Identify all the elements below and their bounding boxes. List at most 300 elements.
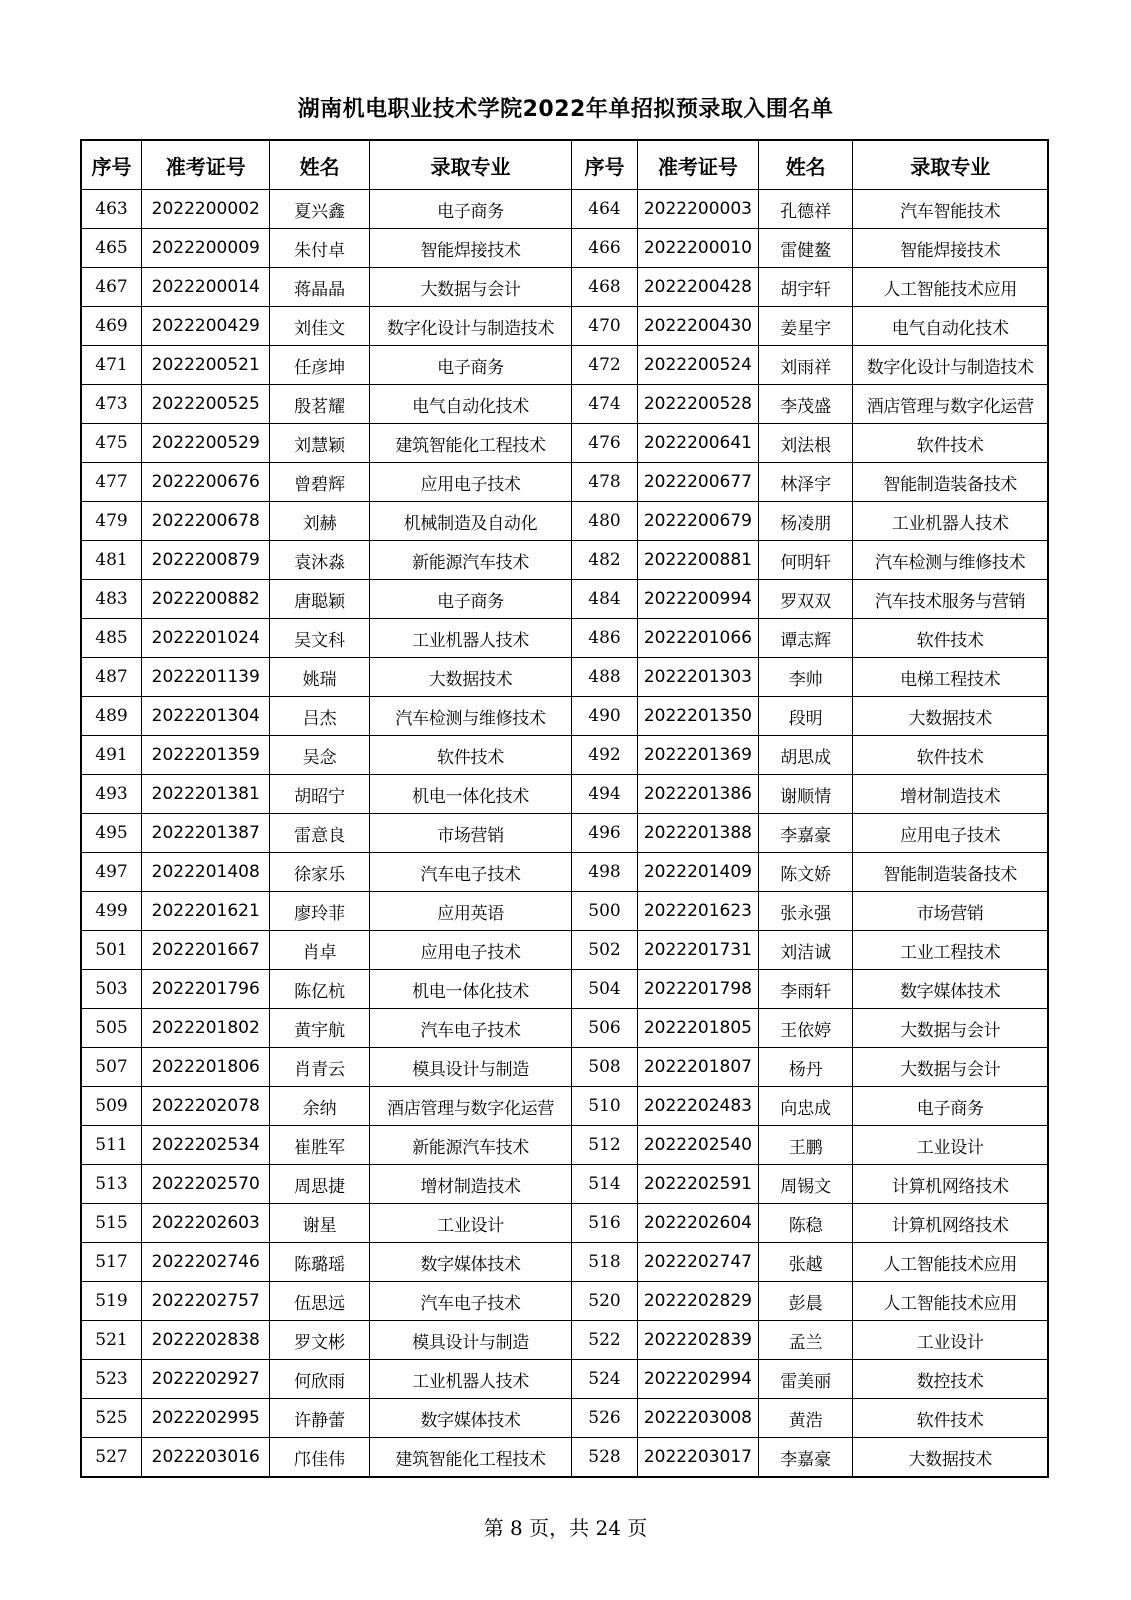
exam-number-cell: 2022200994 xyxy=(637,580,758,619)
seq-cell: 517 xyxy=(81,1243,142,1282)
student-name-cell: 曾碧辉 xyxy=(270,463,370,502)
major-cell: 模具设计与制造 xyxy=(369,1048,571,1087)
student-name-cell: 刘法根 xyxy=(758,424,852,463)
exam-number-cell: 2022200430 xyxy=(637,307,758,346)
student-name-cell: 胡昭宁 xyxy=(270,775,370,814)
seq-cell: 469 xyxy=(81,307,142,346)
student-name-cell: 邝佳伟 xyxy=(270,1438,370,1478)
major-cell: 汽车智能技术 xyxy=(853,190,1048,229)
seq-cell: 481 xyxy=(81,541,142,580)
exam-number-cell: 2022202757 xyxy=(142,1282,270,1321)
table-row xyxy=(81,268,1048,307)
major-cell: 智能制造装备技术 xyxy=(853,463,1048,502)
major-cell: 机电一体化技术 xyxy=(369,775,571,814)
student-name-cell: 姜星宇 xyxy=(758,307,852,346)
major-cell: 工业设计 xyxy=(369,1204,571,1243)
exam-number-cell: 2022201667 xyxy=(142,931,270,970)
exam-number-cell: 2022201388 xyxy=(637,814,758,853)
seq-cell: 519 xyxy=(81,1282,142,1321)
major-cell: 应用英语 xyxy=(369,892,571,931)
table-row xyxy=(81,1360,1048,1399)
exam-number-cell: 2022201024 xyxy=(142,619,270,658)
seq-cell: 477 xyxy=(81,463,142,502)
seq-cell: 486 xyxy=(572,619,638,658)
exam-number-cell: 2022200014 xyxy=(142,268,270,307)
seq-cell: 503 xyxy=(81,970,142,1009)
seq-cell: 473 xyxy=(81,385,142,424)
student-name-cell: 李嘉豪 xyxy=(758,1438,852,1478)
table-row xyxy=(81,1243,1048,1282)
seq-cell: 528 xyxy=(572,1438,638,1478)
exam-number-cell: 2022202570 xyxy=(142,1165,270,1204)
exam-number-cell: 2022201623 xyxy=(637,892,758,931)
student-name-cell: 肖青云 xyxy=(270,1048,370,1087)
major-cell: 计算机网络技术 xyxy=(853,1204,1048,1243)
major-cell: 人工智能技术应用 xyxy=(853,268,1048,307)
major-cell: 软件技术 xyxy=(853,736,1048,775)
seq-cell: 500 xyxy=(572,892,638,931)
student-name-cell: 刘赫 xyxy=(270,502,370,541)
seq-cell: 502 xyxy=(572,931,638,970)
exam-number-cell: 2022203008 xyxy=(637,1399,758,1438)
admission-roster-table xyxy=(80,139,1049,1478)
exam-number-cell: 2022201798 xyxy=(637,970,758,1009)
page-number: 第 8 页，共 24 页 xyxy=(483,1516,648,1540)
student-name-cell: 谢星 xyxy=(270,1204,370,1243)
exam-number-cell: 2022202540 xyxy=(637,1126,758,1165)
major-cell: 人工智能技术应用 xyxy=(853,1282,1048,1321)
seq-cell: 508 xyxy=(572,1048,638,1087)
table-header-row xyxy=(81,140,1048,190)
exam-number-cell: 2022201304 xyxy=(142,697,270,736)
major-cell: 人工智能技术应用 xyxy=(853,1243,1048,1282)
table-row xyxy=(81,853,1048,892)
student-name-cell: 雷意良 xyxy=(270,814,370,853)
student-name-cell: 殷茗耀 xyxy=(270,385,370,424)
major-cell: 汽车检测与维修技术 xyxy=(853,541,1048,580)
major-cell: 电子商务 xyxy=(369,190,571,229)
seq-cell: 494 xyxy=(572,775,638,814)
table-row xyxy=(81,502,1048,541)
table-row xyxy=(81,892,1048,931)
seq-cell: 501 xyxy=(81,931,142,970)
exam-number-cell: 2022200882 xyxy=(142,580,270,619)
exam-number-cell: 2022200529 xyxy=(142,424,270,463)
exam-number-cell: 2022200521 xyxy=(142,346,270,385)
major-cell: 工业设计 xyxy=(853,1321,1048,1360)
header-exam-number: 准考证号 xyxy=(637,140,758,190)
exam-number-cell: 2022201381 xyxy=(142,775,270,814)
student-name-cell: 段明 xyxy=(758,697,852,736)
header-seq: 序号 xyxy=(572,140,638,190)
major-cell: 数字媒体技术 xyxy=(369,1243,571,1282)
exam-number-cell: 2022202829 xyxy=(637,1282,758,1321)
seq-cell: 476 xyxy=(572,424,638,463)
student-name-cell: 胡思成 xyxy=(758,736,852,775)
exam-number-cell: 2022202604 xyxy=(637,1204,758,1243)
student-name-cell: 张永强 xyxy=(758,892,852,931)
seq-cell: 520 xyxy=(572,1282,638,1321)
exam-number-cell: 2022200525 xyxy=(142,385,270,424)
major-cell: 酒店管理与数字化运营 xyxy=(853,385,1048,424)
student-name-cell: 孔德祥 xyxy=(758,190,852,229)
seq-cell: 483 xyxy=(81,580,142,619)
major-cell: 大数据技术 xyxy=(853,1438,1048,1478)
exam-number-cell: 2022200429 xyxy=(142,307,270,346)
student-name-cell: 杨丹 xyxy=(758,1048,852,1087)
student-name-cell: 雷美丽 xyxy=(758,1360,852,1399)
seq-cell: 468 xyxy=(572,268,638,307)
major-cell: 数字化设计与制造技术 xyxy=(369,307,571,346)
table-row xyxy=(81,1399,1048,1438)
student-name-cell: 刘洁诚 xyxy=(758,931,852,970)
table-row xyxy=(81,1165,1048,1204)
exam-number-cell: 2022201303 xyxy=(637,658,758,697)
student-name-cell: 陈亿杭 xyxy=(270,970,370,1009)
table-row xyxy=(81,1204,1048,1243)
major-cell: 电梯工程技术 xyxy=(853,658,1048,697)
major-cell: 新能源汽车技术 xyxy=(369,541,571,580)
exam-number-cell: 2022201359 xyxy=(142,736,270,775)
student-name-cell: 杨凌朋 xyxy=(758,502,852,541)
exam-number-cell: 2022202746 xyxy=(142,1243,270,1282)
exam-number-cell: 2022201806 xyxy=(142,1048,270,1087)
student-name-cell: 李雨轩 xyxy=(758,970,852,1009)
table-row xyxy=(81,190,1048,229)
student-name-cell: 林泽宇 xyxy=(758,463,852,502)
seq-cell: 484 xyxy=(572,580,638,619)
seq-cell: 475 xyxy=(81,424,142,463)
seq-cell: 467 xyxy=(81,268,142,307)
student-name-cell: 许静蕾 xyxy=(270,1399,370,1438)
table-row xyxy=(81,229,1048,268)
major-cell: 汽车电子技术 xyxy=(369,1282,571,1321)
student-name-cell: 李帅 xyxy=(758,658,852,697)
major-cell: 工业工程技术 xyxy=(853,931,1048,970)
major-cell: 数字媒体技术 xyxy=(369,1399,571,1438)
exam-number-cell: 2022200428 xyxy=(637,268,758,307)
student-name-cell: 肖卓 xyxy=(270,931,370,970)
table-row xyxy=(81,1126,1048,1165)
exam-number-cell: 2022200879 xyxy=(142,541,270,580)
exam-number-cell: 2022202994 xyxy=(637,1360,758,1399)
header-exam-number: 准考证号 xyxy=(142,140,270,190)
seq-cell: 513 xyxy=(81,1165,142,1204)
seq-cell: 488 xyxy=(572,658,638,697)
table-row xyxy=(81,307,1048,346)
seq-cell: 478 xyxy=(572,463,638,502)
seq-cell: 470 xyxy=(572,307,638,346)
major-cell: 数控技术 xyxy=(853,1360,1048,1399)
major-cell: 工业机器人技术 xyxy=(369,1360,571,1399)
major-cell: 工业设计 xyxy=(853,1126,1048,1165)
major-cell: 智能焊接技术 xyxy=(369,229,571,268)
seq-cell: 474 xyxy=(572,385,638,424)
table-row xyxy=(81,463,1048,502)
major-cell: 电子商务 xyxy=(369,346,571,385)
seq-cell: 493 xyxy=(81,775,142,814)
table-row xyxy=(81,1087,1048,1126)
major-cell: 智能制造装备技术 xyxy=(853,853,1048,892)
seq-cell: 507 xyxy=(81,1048,142,1087)
major-cell: 数字媒体技术 xyxy=(853,970,1048,1009)
exam-number-cell: 2022200010 xyxy=(637,229,758,268)
exam-number-cell: 2022200678 xyxy=(142,502,270,541)
seq-cell: 479 xyxy=(81,502,142,541)
student-name-cell: 孟兰 xyxy=(758,1321,852,1360)
major-cell: 大数据与会计 xyxy=(369,268,571,307)
table-row xyxy=(81,385,1048,424)
page-title: 湖南机电职业技术学院2022年单招拟预录取入围名单 xyxy=(297,97,834,122)
exam-number-cell: 2022201409 xyxy=(637,853,758,892)
major-cell: 应用电子技术 xyxy=(853,814,1048,853)
exam-number-cell: 2022200524 xyxy=(637,346,758,385)
seq-cell: 512 xyxy=(572,1126,638,1165)
student-name-cell: 任彦坤 xyxy=(270,346,370,385)
major-cell: 电子商务 xyxy=(369,580,571,619)
seq-cell: 505 xyxy=(81,1009,142,1048)
major-cell: 模具设计与制造 xyxy=(369,1321,571,1360)
major-cell: 汽车电子技术 xyxy=(369,1009,571,1048)
major-cell: 计算机网络技术 xyxy=(853,1165,1048,1204)
exam-number-cell: 2022202995 xyxy=(142,1399,270,1438)
student-name-cell: 余纳 xyxy=(270,1087,370,1126)
major-cell: 应用电子技术 xyxy=(369,463,571,502)
header-major: 录取专业 xyxy=(369,140,571,190)
table-row xyxy=(81,814,1048,853)
table-row xyxy=(81,1438,1048,1478)
student-name-cell: 谢顺情 xyxy=(758,775,852,814)
table-row xyxy=(81,346,1048,385)
seq-cell: 511 xyxy=(81,1126,142,1165)
major-cell: 建筑智能化工程技术 xyxy=(369,1438,571,1478)
student-name-cell: 周思捷 xyxy=(270,1165,370,1204)
major-cell: 大数据技术 xyxy=(369,658,571,697)
table-row xyxy=(81,970,1048,1009)
seq-cell: 464 xyxy=(572,190,638,229)
major-cell: 软件技术 xyxy=(853,1399,1048,1438)
exam-number-cell: 2022202838 xyxy=(142,1321,270,1360)
seq-cell: 522 xyxy=(572,1321,638,1360)
seq-cell: 471 xyxy=(81,346,142,385)
exam-number-cell: 2022200002 xyxy=(142,190,270,229)
major-cell: 市场营销 xyxy=(853,892,1048,931)
exam-number-cell: 2022202747 xyxy=(637,1243,758,1282)
major-cell: 建筑智能化工程技术 xyxy=(369,424,571,463)
student-name-cell: 袁沐淼 xyxy=(270,541,370,580)
seq-cell: 496 xyxy=(572,814,638,853)
major-cell: 增材制造技术 xyxy=(853,775,1048,814)
exam-number-cell: 2022201731 xyxy=(637,931,758,970)
exam-number-cell: 2022202591 xyxy=(637,1165,758,1204)
student-name-cell: 王鹏 xyxy=(758,1126,852,1165)
exam-number-cell: 2022201386 xyxy=(637,775,758,814)
exam-number-cell: 2022201369 xyxy=(637,736,758,775)
major-cell: 电气自动化技术 xyxy=(369,385,571,424)
student-name-cell: 廖玲菲 xyxy=(270,892,370,931)
header-name: 姓名 xyxy=(758,140,852,190)
seq-cell: 463 xyxy=(81,190,142,229)
student-name-cell: 夏兴鑫 xyxy=(270,190,370,229)
major-cell: 工业机器人技术 xyxy=(369,619,571,658)
student-name-cell: 陈稳 xyxy=(758,1204,852,1243)
major-cell: 电气自动化技术 xyxy=(853,307,1048,346)
table-row xyxy=(81,658,1048,697)
seq-cell: 491 xyxy=(81,736,142,775)
seq-cell: 518 xyxy=(572,1243,638,1282)
student-name-cell: 吴念 xyxy=(270,736,370,775)
exam-number-cell: 2022200676 xyxy=(142,463,270,502)
student-name-cell: 雷健鳌 xyxy=(758,229,852,268)
exam-number-cell: 2022202534 xyxy=(142,1126,270,1165)
seq-cell: 490 xyxy=(572,697,638,736)
seq-cell: 472 xyxy=(572,346,638,385)
student-name-cell: 向忠成 xyxy=(758,1087,852,1126)
exam-number-cell: 2022203016 xyxy=(142,1438,270,1478)
exam-number-cell: 2022201621 xyxy=(142,892,270,931)
exam-number-cell: 2022202927 xyxy=(142,1360,270,1399)
seq-cell: 480 xyxy=(572,502,638,541)
major-cell: 汽车电子技术 xyxy=(369,853,571,892)
major-cell: 大数据技术 xyxy=(853,697,1048,736)
student-name-cell: 朱付卓 xyxy=(270,229,370,268)
major-cell: 机械制造及自动化 xyxy=(369,502,571,541)
major-cell: 大数据与会计 xyxy=(853,1048,1048,1087)
student-name-cell: 姚瑞 xyxy=(270,658,370,697)
exam-number-cell: 2022201408 xyxy=(142,853,270,892)
major-cell: 电子商务 xyxy=(853,1087,1048,1126)
seq-cell: 527 xyxy=(81,1438,142,1478)
major-cell: 汽车检测与维修技术 xyxy=(369,697,571,736)
major-cell: 智能焊接技术 xyxy=(853,229,1048,268)
student-name-cell: 黄浩 xyxy=(758,1399,852,1438)
exam-number-cell: 2022200009 xyxy=(142,229,270,268)
table-row xyxy=(81,1009,1048,1048)
header-major: 录取专业 xyxy=(853,140,1048,190)
major-cell: 软件技术 xyxy=(853,619,1048,658)
exam-number-cell: 2022200881 xyxy=(637,541,758,580)
seq-cell: 516 xyxy=(572,1204,638,1243)
exam-number-cell: 2022202483 xyxy=(637,1087,758,1126)
exam-number-cell: 2022202078 xyxy=(142,1087,270,1126)
seq-cell: 498 xyxy=(572,853,638,892)
major-cell: 软件技术 xyxy=(853,424,1048,463)
student-name-cell: 罗文彬 xyxy=(270,1321,370,1360)
seq-cell: 514 xyxy=(572,1165,638,1204)
table-row xyxy=(81,580,1048,619)
major-cell: 应用电子技术 xyxy=(369,931,571,970)
seq-cell: 497 xyxy=(81,853,142,892)
seq-cell: 485 xyxy=(81,619,142,658)
exam-number-cell: 2022201807 xyxy=(637,1048,758,1087)
student-name-cell: 张越 xyxy=(758,1243,852,1282)
student-name-cell: 谭志辉 xyxy=(758,619,852,658)
seq-cell: 487 xyxy=(81,658,142,697)
major-cell: 工业机器人技术 xyxy=(853,502,1048,541)
exam-number-cell: 2022200528 xyxy=(637,385,758,424)
exam-number-cell: 2022201387 xyxy=(142,814,270,853)
table-row xyxy=(81,541,1048,580)
student-name-cell: 罗双双 xyxy=(758,580,852,619)
seq-cell: 492 xyxy=(572,736,638,775)
student-name-cell: 王依婷 xyxy=(758,1009,852,1048)
seq-cell: 524 xyxy=(572,1360,638,1399)
major-cell: 市场营销 xyxy=(369,814,571,853)
table-row xyxy=(81,1048,1048,1087)
student-name-cell: 李嘉豪 xyxy=(758,814,852,853)
seq-cell: 523 xyxy=(81,1360,142,1399)
major-cell: 增材制造技术 xyxy=(369,1165,571,1204)
seq-cell: 510 xyxy=(572,1087,638,1126)
seq-cell: 465 xyxy=(81,229,142,268)
major-cell: 大数据与会计 xyxy=(853,1009,1048,1048)
major-cell: 酒店管理与数字化运营 xyxy=(369,1087,571,1126)
table-body xyxy=(81,190,1048,1478)
major-cell: 新能源汽车技术 xyxy=(369,1126,571,1165)
table-row xyxy=(81,424,1048,463)
header-seq: 序号 xyxy=(81,140,142,190)
student-name-cell: 崔胜军 xyxy=(270,1126,370,1165)
seq-cell: 515 xyxy=(81,1204,142,1243)
exam-number-cell: 2022203017 xyxy=(637,1438,758,1478)
seq-cell: 466 xyxy=(572,229,638,268)
seq-cell: 506 xyxy=(572,1009,638,1048)
exam-number-cell: 2022201350 xyxy=(637,697,758,736)
student-name-cell: 何明轩 xyxy=(758,541,852,580)
student-name-cell: 陈文娇 xyxy=(758,853,852,892)
student-name-cell: 刘雨祥 xyxy=(758,346,852,385)
header-name: 姓名 xyxy=(270,140,370,190)
major-cell: 软件技术 xyxy=(369,736,571,775)
student-name-cell: 胡宇轩 xyxy=(758,268,852,307)
exam-number-cell: 2022202839 xyxy=(637,1321,758,1360)
table-row xyxy=(81,1282,1048,1321)
table-row xyxy=(81,775,1048,814)
exam-number-cell: 2022200003 xyxy=(637,190,758,229)
student-name-cell: 何欣雨 xyxy=(270,1360,370,1399)
exam-number-cell: 2022201796 xyxy=(142,970,270,1009)
student-name-cell: 吴文科 xyxy=(270,619,370,658)
exam-number-cell: 2022200679 xyxy=(637,502,758,541)
exam-number-cell: 2022202603 xyxy=(142,1204,270,1243)
table-row xyxy=(81,619,1048,658)
seq-cell: 521 xyxy=(81,1321,142,1360)
table-row xyxy=(81,931,1048,970)
student-name-cell: 李茂盛 xyxy=(758,385,852,424)
student-name-cell: 陈璐瑶 xyxy=(270,1243,370,1282)
seq-cell: 495 xyxy=(81,814,142,853)
student-name-cell: 徐家乐 xyxy=(270,853,370,892)
major-cell: 机电一体化技术 xyxy=(369,970,571,1009)
exam-number-cell: 2022201805 xyxy=(637,1009,758,1048)
student-name-cell: 蒋晶晶 xyxy=(270,268,370,307)
student-name-cell: 彭晨 xyxy=(758,1282,852,1321)
student-name-cell: 黄宇航 xyxy=(270,1009,370,1048)
exam-number-cell: 2022201802 xyxy=(142,1009,270,1048)
exam-number-cell: 2022200677 xyxy=(637,463,758,502)
seq-cell: 525 xyxy=(81,1399,142,1438)
seq-cell: 482 xyxy=(572,541,638,580)
student-name-cell: 唐聪颖 xyxy=(270,580,370,619)
seq-cell: 509 xyxy=(81,1087,142,1126)
student-name-cell: 刘佳文 xyxy=(270,307,370,346)
exam-number-cell: 2022200641 xyxy=(637,424,758,463)
major-cell: 数字化设计与制造技术 xyxy=(853,346,1048,385)
table-row xyxy=(81,1321,1048,1360)
student-name-cell: 吕杰 xyxy=(270,697,370,736)
student-name-cell: 刘慧颖 xyxy=(270,424,370,463)
seq-cell: 499 xyxy=(81,892,142,931)
